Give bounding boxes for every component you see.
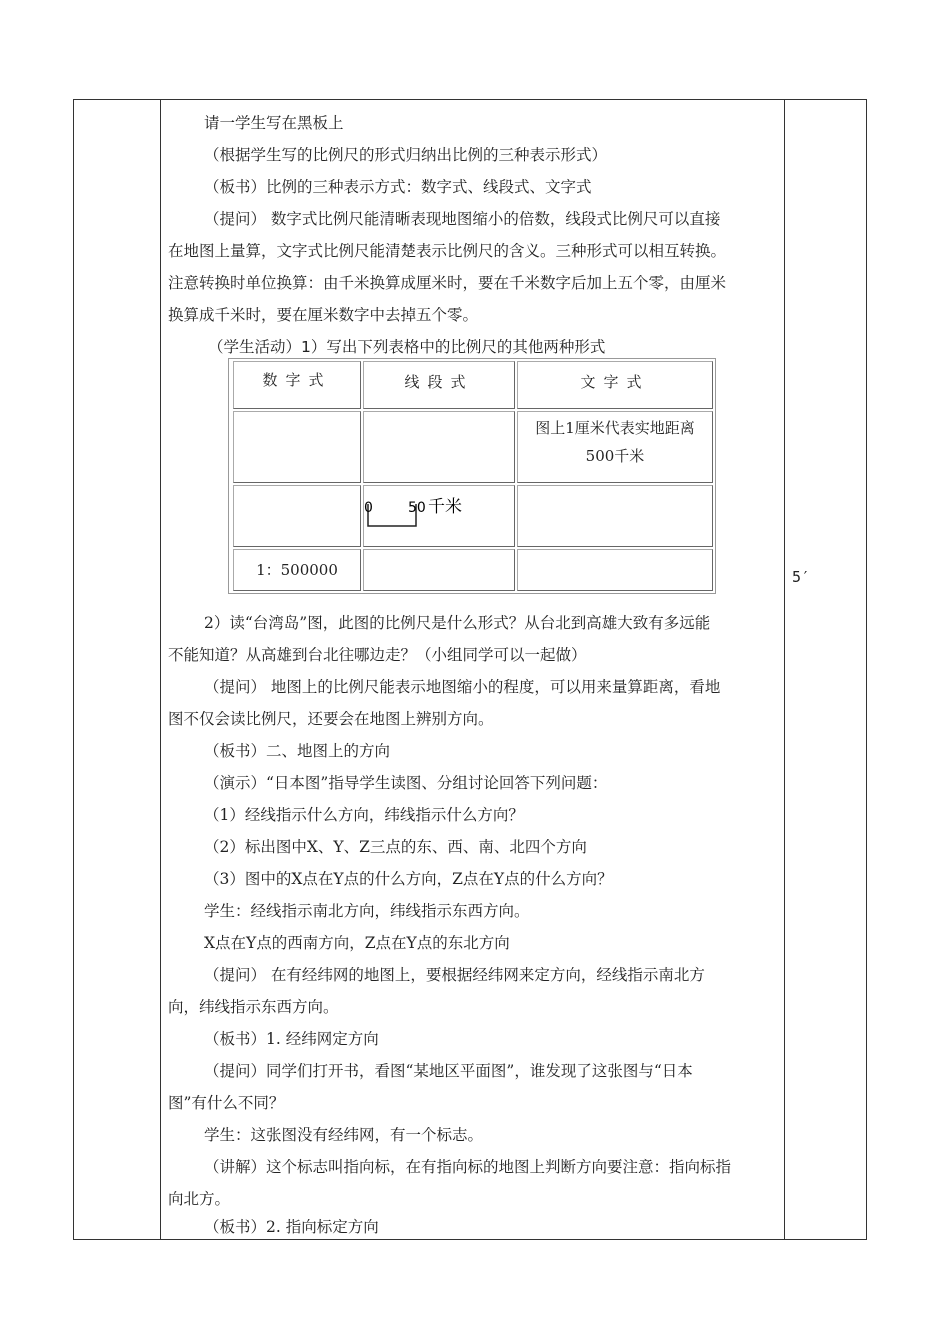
header-text: 文字式 [517, 361, 713, 409]
paragraph: （2）标出图中X、Y、Z三点的东、西、南、北四个方向 [204, 838, 587, 856]
paragraph: 注意转换时单位换算：由千米换算成厘米时，要在千米数字后加上五个零，由厘米 [168, 274, 727, 292]
paragraph: （讲解）这个标志叫指向标，在有指向标的地图上判断方向要注意：指向标指 [204, 1158, 732, 1176]
paragraph: 在地图上量算，文字式比例尺能清楚表示比例尺的含义。三种形式可以相互转换。 [168, 242, 727, 260]
paragraph: 图不仅会读比例尺，还要会在地图上辨别方向。 [168, 710, 494, 728]
paragraph: （提问） 在有经纬网的地图上，要根据经纬网来定方向，经线指示南北方 [204, 966, 705, 984]
student-activity-heading: （学生活动）1）写出下列表格中的比例尺的其他两种形式 [208, 338, 606, 356]
scale-unit-label: 千米 [428, 497, 462, 517]
paragraph: 学生：这张图没有经纬网，有一个标志。 [204, 1126, 484, 1144]
row1-text-line1: 图上1厘米代表实地距离 [535, 419, 695, 437]
paragraph: X点在Y点的西南方向，Z点在Y点的东北方向 [204, 934, 510, 952]
paragraph: （提问）同学们打开书，看图“某地区平面图”，谁发现了这张图与“日本 [204, 1062, 693, 1080]
row1-text-cell [517, 411, 713, 483]
row2-numeric-cell [233, 485, 361, 547]
paragraph: （板书）二、地图上的方向 [204, 742, 391, 760]
paragraph: （板书）1. 经纬网定方向 [204, 1030, 379, 1048]
line-segment-scale [364, 486, 514, 546]
time-allocation: 5′ [792, 568, 811, 586]
paragraph: 向，纬线指示东西方向。 [168, 998, 339, 1016]
column-divider-right [784, 100, 785, 1239]
paragraph: （板书）比例的三种表示方式：数字式、线段式、文字式 [204, 178, 592, 196]
paragraph: 不能知道？从高雄到台北往哪边走？（小组同学可以一起做） [168, 646, 587, 664]
row1-numeric-cell [233, 411, 361, 483]
paragraph: （提问） 数字式比例尺能清晰表现地图缩小的倍数，线段式比例尺可以直接 [204, 210, 721, 228]
scale-forms-table [228, 358, 716, 594]
row3-numeric-cell: 1：500000 [233, 549, 361, 591]
paragraph: 换算成千米时，要在厘米数字中去掉五个零。 [168, 306, 479, 324]
paragraph: （根据学生写的比例尺的形式归纳出比例的三种表示形式） [204, 146, 608, 164]
lesson-plan-table [73, 99, 867, 1240]
paragraph: （提问） 地图上的比例尺能表示地图缩小的程度，可以用来量算距离，看地 [204, 678, 721, 696]
paragraph: 2）读“台湾岛”图，此图的比例尺是什么形式？从台北到高雄大致有多远能 [204, 614, 711, 632]
teaching-content-column [168, 100, 784, 1239]
paragraph: 请一学生写在黑板上 [204, 114, 344, 132]
column-divider-left [160, 100, 161, 1239]
paragraph: （板书）2. 指向标定方向 [204, 1218, 379, 1236]
row2-text-cell [517, 485, 713, 547]
row2-segment-cell [363, 485, 515, 547]
paragraph: 向北方。 [168, 1190, 231, 1208]
header-line-segment: 线段式 [363, 361, 515, 409]
paragraph: （1）经线指示什么方向，纬线指示什么方向？ [204, 806, 524, 824]
scale-zero-label: 0 [364, 500, 373, 516]
header-numeric: 数字式 [233, 361, 361, 409]
row3-text-cell [517, 549, 713, 591]
paragraph: （3）图中的X点在Y点的什么方向，Z点在Y点的什么方向？ [204, 870, 613, 888]
paragraph: 图”有什么不同？ [168, 1094, 285, 1112]
paragraph: （演示）“日本图”指导学生读图、分组讨论回答下列问题： [204, 774, 608, 792]
paragraph: 学生：经线指示南北方向，纬线指示东西方向。 [204, 902, 530, 920]
row3-segment-cell [363, 549, 515, 591]
row1-segment-cell [363, 411, 515, 483]
scale-fifty-label: 50 [408, 500, 426, 516]
row1-text-line2: 500千米 [585, 447, 645, 465]
